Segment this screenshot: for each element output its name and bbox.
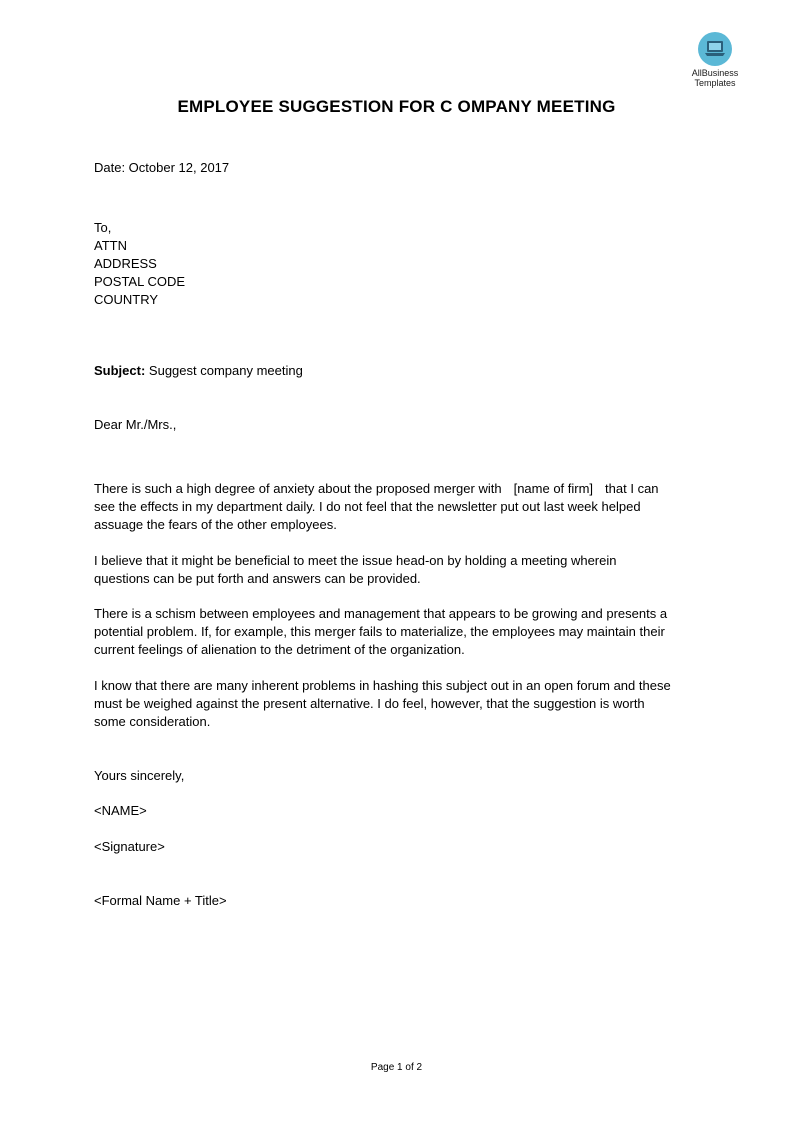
paragraph-line: assuage the fears of the other employees. [94,517,337,532]
paragraph-line: There is a schism between employees and management that appears to be growing and presents a [94,606,668,621]
address-postal-code: POSTAL CODE [94,274,186,289]
paragraph-3 [94,605,706,659]
logo-text [688,68,742,88]
paragraph-2 [94,552,706,588]
paragraph-line: must be weighed against the present alternative. I do feel, however, that the suggestion is worth [94,696,645,711]
closing-name: <NAME> [94,803,147,818]
paragraph-text: that I can [605,481,659,496]
subject-label: Subject: [94,363,146,378]
subject-line [94,362,303,380]
paragraph-line: see the effects in my department daily. I do not feel that the newsletter put out last week helped [94,499,641,514]
document-title: EMPLOYEE SUGGESTION FOR C OMPANY MEETING [177,97,616,116]
paragraph-line: current feelings of alienation to the detriment of the organization. [94,642,465,657]
date-line: Date: October 12, 2017 [94,160,230,175]
paragraph-line: questions can be put forth and answers can be provided. [94,571,421,586]
paragraph-line: potential problem. If, for example, this merger fails to materialize, the employees may maintain their [94,624,665,639]
logo-line-1: AllBusiness [691,68,739,78]
salutation: Dear Mr./Mrs., [94,417,177,432]
subject-text: Suggest company meeting [148,363,303,378]
paragraph-text: There is such a high degree of anxiety about the proposed merger with [94,481,502,496]
page-number: Page 1 of 2 [370,1062,423,1073]
closing-formal-name: <Formal Name + Title> [94,893,227,908]
paragraph-1 [94,480,706,534]
address-attn: ATTN [94,238,127,253]
paragraph-line: some consideration. [94,714,211,729]
closing-sincerely: Yours sincerely, [94,768,185,783]
address-line: ADDRESS [94,256,157,271]
paragraph-line [94,480,706,498]
laptop-icon [698,32,732,66]
closing-signature: <Signature> [94,839,165,854]
firm-name-placeholder: [name of firm] [513,481,594,496]
paragraph-line: I know that there are many inherent problems in hashing this subject out in an open forum and these [94,678,671,693]
address-country: COUNTRY [94,292,159,307]
paragraph-line: I believe that it might be beneficial to meet the issue head-on by holding a meeting wherein [94,553,617,568]
paragraph-4 [94,677,706,731]
logo-line-2: Templates [694,78,736,88]
logo [688,32,742,88]
address-to: To, [94,220,112,235]
